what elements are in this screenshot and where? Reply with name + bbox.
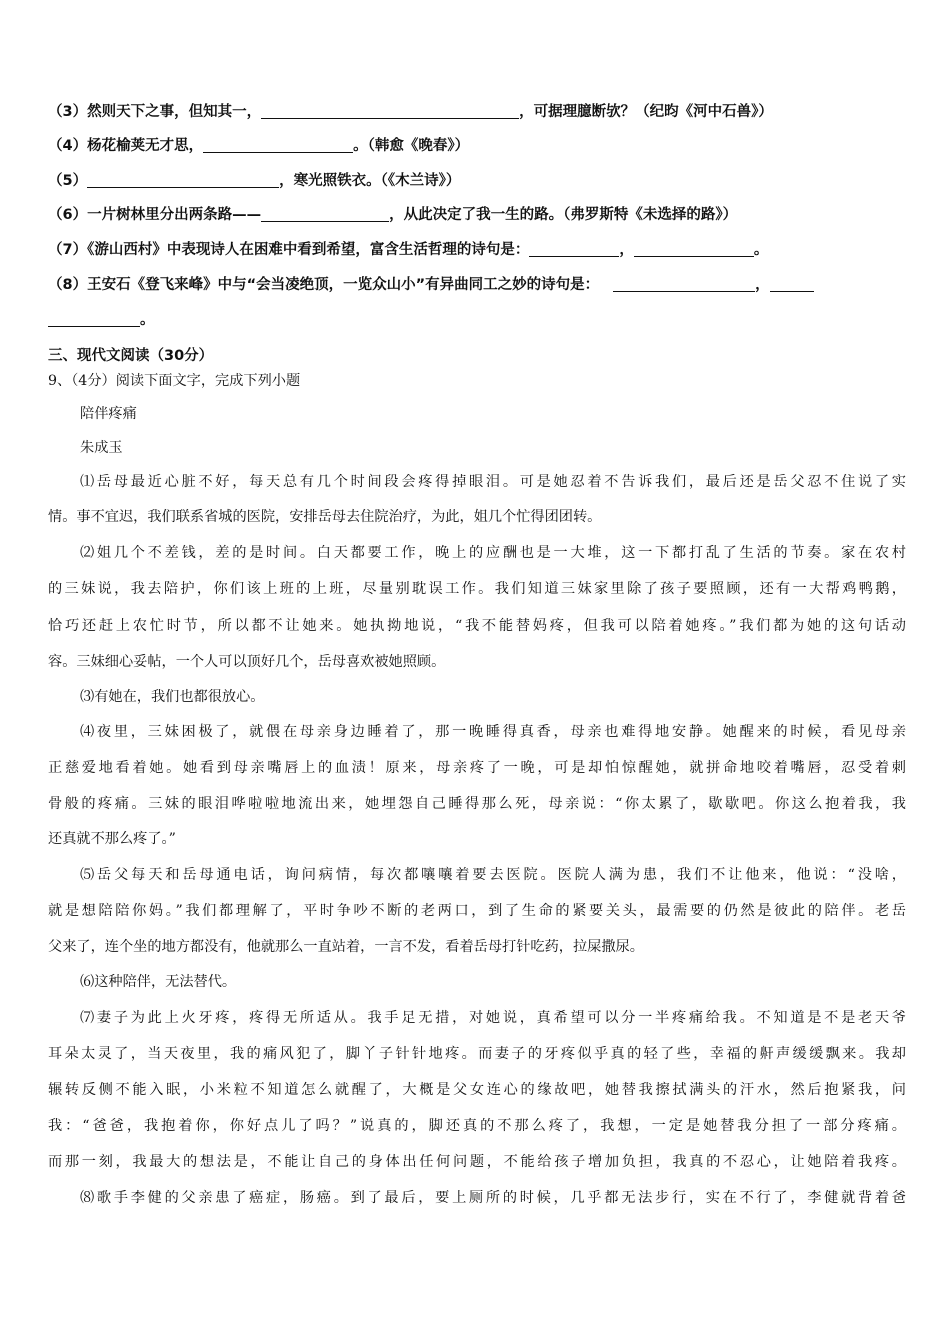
- answer-blank[interactable]: [634, 241, 754, 257]
- answer-blank[interactable]: [87, 172, 279, 188]
- answer-blank[interactable]: [203, 137, 353, 153]
- fill-item-4: （4）杨花榆荚无才思， 。（韩愈《晚春》）: [48, 138, 470, 154]
- text-line: 正慈爱地看着她。她看到母亲嘴唇上的血渍！原来，母亲疼了一晚，可是却怕惊醒她，就拼命地咬着嘴唇，忍受着刺: [48, 760, 906, 776]
- text-line: ⑸岳父每天和岳母通电话，询问病情，每次都嚷嚷着要去医院。医院人满为患，我们不让他来，他说：“没啥，: [80, 867, 906, 883]
- article-title: 陪伴疼痛: [80, 406, 137, 422]
- text-line: ⑶有她在，我们也都很放心。: [80, 689, 265, 705]
- fill-item-5: （5） ，寒光照铁衣。（《木兰诗》）: [48, 173, 461, 189]
- text-line: 耳朵太灵了，当天夜里，我的痛风犯了，脚丫子针针地疼。而妻子的牙疼似乎真的轻了些，幸福的鼾声缓缓飘来。我却: [48, 1046, 906, 1062]
- section-title: 三、现代文阅读（30分）: [48, 348, 214, 364]
- text-line: ⑴岳母最近心脏不好，每天总有几个时间段会疼得掉眼泪。可是她忍着不告诉我们，最后还是岳父忍不住说了实: [80, 474, 906, 490]
- text-line: 父来了，连个坐的地方都没有，他就那么一直站着，一言不发，看着岳母打针吃药，拉屎撒尿。: [48, 939, 644, 955]
- question-prompt: 9、（4分）阅读下面文字，完成下列小题: [48, 373, 301, 389]
- fill-item-8-continued: 。: [48, 308, 155, 329]
- answer-blank[interactable]: [770, 276, 814, 292]
- text-line: 的三妹说，我去陪护，你们该上班的上班，尽量别耽误工作。我们知道三妹家里除了孩子要照顾，还有一大帮鸡鸭鹅，: [48, 581, 906, 597]
- text-line: ⑹这种陪伴，无法替代。: [80, 974, 237, 990]
- text-line: 而那一刻，我最大的想法是，不能让自己的身体出任何问题，不能给孩子增加负担，我真的不忍心，让她陪着我疼。: [48, 1154, 906, 1170]
- fill-item-3: （3）然则天下之事，但知其一， ，可据理臆断欤？（纪昀《河中石兽》）: [48, 104, 773, 120]
- text-line: 骨般的疼痛。三妹的眼泪哗啦啦地流出来，她埋怨自己睡得那么死，母亲说：“你太累了，歇歇吧。你这么抱着我，我: [48, 796, 906, 812]
- fill-item-8: （8）王安石《登飞来峰》中与“会当凌绝顶，一览众山小”有异曲同工之妙的诗句是： ，: [48, 273, 814, 294]
- text-line: ⑵姐几个不差钱，差的是时间。白天都要工作，晚上的应酬也是一大堆，这一下都打乱了生活的节奏。家在农村: [80, 545, 906, 561]
- text-line: 我：“爸爸，我抱着你，你好点儿了吗？”说真的，脚还真的不那么疼了，我想，一定是她替我分担了一部分疼痛。: [48, 1118, 906, 1134]
- answer-blank[interactable]: [261, 103, 519, 119]
- text-line: 辗转反侧不能入眠，小米粒不知道怎么就醒了，大概是父女连心的缘故吧，她替我擦拭满头的汗水，然后抱紧我，问: [48, 1082, 906, 1098]
- text-line: 情。事不宜迟，我们联系省城的医院，安排岳母去住院治疗，为此，姐几个忙得团团转。: [48, 509, 602, 525]
- text-line: 还真就不那么疼了。”: [48, 831, 176, 847]
- text-line: ⑺妻子为此上火牙疼，疼得无所适从。我手足无措，对她说，真希望可以分一半疼痛给我。不知道是不是老天爷: [80, 1010, 906, 1026]
- answer-blank[interactable]: [261, 206, 389, 222]
- text-line: ⑻歌手李健的父亲患了癌症，肠癌。到了最后，要上厕所的时候，几乎都无法步行，实在不行了，李健就背着爸: [80, 1190, 906, 1206]
- text-line: 就是想陪陪你妈。”我们都理解了，平时争吵不断的老两口，到了生命的紧要关头，最需要的仍然是彼此的陪伴。老岳: [48, 903, 906, 919]
- answer-blank[interactable]: [529, 241, 619, 257]
- answer-blank[interactable]: [48, 311, 140, 327]
- fill-item-6: （6）一片树林里分出两条路—— ，从此决定了我一生的路。（弗罗斯特《未选择的路》）: [48, 207, 738, 223]
- text-line: ⑷夜里，三妹困极了，就偎在母亲身边睡着了，那一晚睡得真香，母亲也难得地安静。她醒来的时候，看见母亲: [80, 724, 906, 740]
- text-line: 容。三妹细心妥帖，一个人可以顶好几个，岳母喜欢被她照顾。: [48, 654, 446, 670]
- fill-item-7: （7）《游山西村》中表现诗人在困难中看到希望，富含生活哲理的诗句是： ， 。: [48, 242, 769, 258]
- text-line: 恰巧还赶上农忙时节，所以都不让她来。她执拗地说，“我不能替妈疼，但我可以陪着她疼。”我们都为她的这句话动: [48, 618, 906, 634]
- article-author: 朱成玉: [80, 440, 123, 456]
- answer-blank[interactable]: [613, 276, 755, 292]
